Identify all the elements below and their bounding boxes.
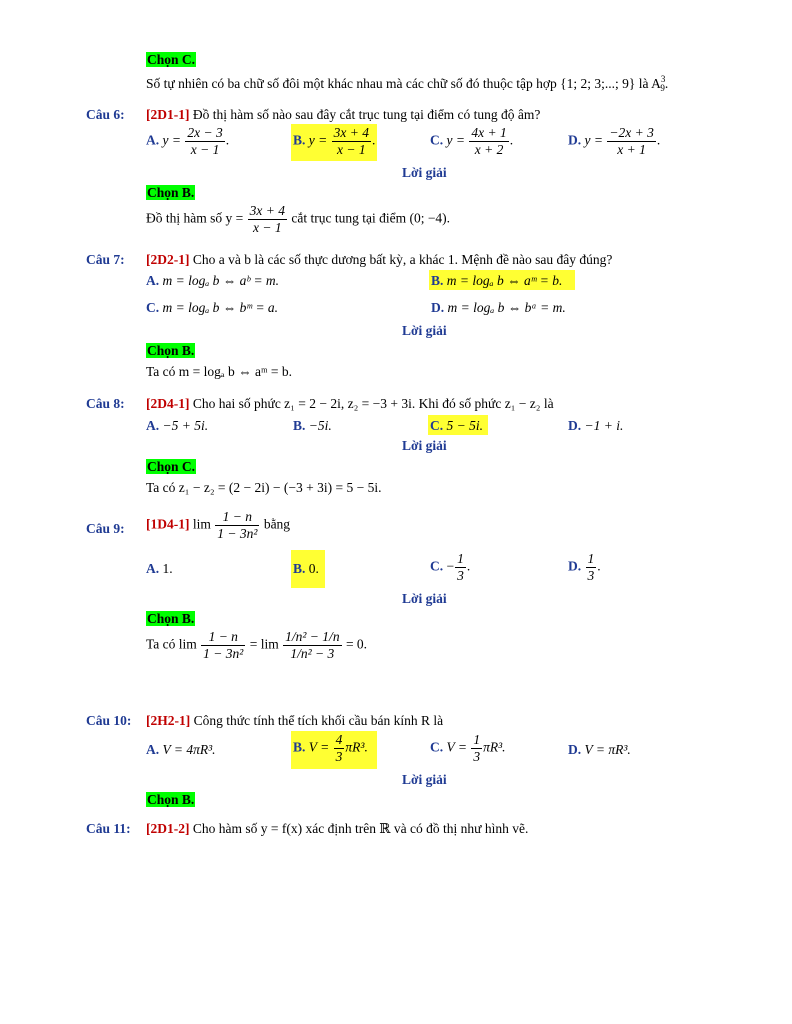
q10-option-b[interactable]: B. V = $\frac{4}{3}$ πR³. [293, 732, 368, 764]
q8-option-b[interactable]: B. −5i. [293, 418, 332, 433]
q8-loi-giai: Lời giải [402, 438, 447, 453]
q9-chon: Chọn B. [147, 611, 195, 626]
q6-option-d[interactable]: D. y = $\frac{-2x + 3}{x + 1}$ . [568, 125, 661, 157]
q10-option-d[interactable]: D. V = πR³. [568, 742, 631, 757]
q7-chon: Chọn B. [147, 343, 195, 358]
q10-option-a[interactable]: A. V = 4πR³. [146, 742, 216, 757]
q7-option-c[interactable]: C. m = logₐ b ⇔ bᵐ = a. [146, 300, 279, 315]
q6-loi-giai: Lời giải [402, 165, 447, 180]
q10-option-c[interactable]: C. V = $\frac{1}{3}$ πR³. [430, 732, 506, 764]
q6-option-c[interactable]: C. y = $\frac{4x + 1}{x + 2}$ . [430, 125, 514, 157]
q8-solution: Ta có z₁ − z₂ = (2 − 2i) − (−3 + 3i) = 5 − 5i. [146, 480, 382, 495]
q6-option-a[interactable]: A. y = $\frac{2x - 3}{x - 1}$ . [146, 125, 230, 157]
q10-number: Câu 10: [86, 713, 132, 728]
q9-option-b[interactable]: B. 0. [293, 561, 319, 576]
q7-option-a[interactable]: A. m = logₐ b ⇔ aᵇ = m. [146, 273, 280, 288]
q7-option-d[interactable]: D. m = logₐ b ⇔ bᵃ = m. [431, 300, 566, 315]
q10-loi-giai: Lời giải [402, 772, 447, 787]
q9-option-c[interactable]: C. − $\frac{1}{3}$ . [430, 551, 471, 583]
q9-option-d[interactable]: D. $\frac{1}{3}$ . [568, 551, 601, 583]
q11-number: Câu 11: [86, 821, 131, 836]
q7-solution: Ta có m = logₐ b ⇔ aᵐ = b. [146, 364, 293, 379]
q9-number: Câu 9: [86, 521, 125, 536]
q9-loi-giai: Lời giải [402, 591, 447, 606]
q6-solution: Đồ thị hàm số y = $\frac{3x + 4}{x - 1}$ cắt trục tung tại điểm (0; −4). [146, 203, 451, 235]
q8-number: Câu 8: [86, 396, 125, 411]
q8-option-a[interactable]: A. −5 + 5i. [146, 418, 209, 433]
q9-solution: Ta có lim $\frac{1 - n}{\text{1 − 3n²}}$ = lim $\frac{\text{1/n² − 1/n}}{\text{1/n² − 3}}$ = 0. [146, 629, 368, 661]
q10-question: [2H2-1] Công thức tính thể tích khối cầu bán kính R là [146, 713, 444, 728]
q10-chon: Chọn B. [147, 792, 195, 807]
intro-line: Số tự nhiên có ba chữ số đôi một khác nhau mà các chữ số đó thuộc tập hợp {1; 2; 3;...; 9} là $A^3_9$. [146, 74, 669, 93]
q8-option-c[interactable]: C. 5 − 5i. [430, 418, 483, 433]
q8-question: [2D4-1] Cho hai số phức z₁ = 2 − 2i, z₂ = −3 + 3i. Khi đó số phức z₁ − z₂ là [146, 396, 554, 411]
q11-question: [2D1-2] Cho hàm số y = f(x) xác định trên ℝ và có đồ thị như hình vẽ. [146, 821, 529, 836]
chon-c-top: Chọn C. [147, 52, 196, 67]
q9-option-a[interactable]: A. 1. [146, 561, 173, 576]
q6-number: Câu 6: [86, 107, 125, 122]
q7-number: Câu 7: [86, 252, 125, 267]
q7-question: [2D2-1] Cho a và b là các số thực dương bất kỳ, a khác 1. Mệnh đề nào sau đây đúng? [146, 252, 613, 267]
q9-question: [1D4-1] lim $\frac{1 - n}{\text{1 − 3n²}}$ bằng [146, 509, 291, 541]
q6-option-b[interactable]: B. y = $\frac{3x + 4}{x - 1}$ . [293, 125, 376, 157]
q6-chon: Chọn B. [147, 185, 195, 200]
q7-loi-giai: Lời giải [402, 323, 447, 338]
q8-chon: Chọn C. [147, 459, 196, 474]
q7-option-b[interactable]: B. m = logₐ b ⇔ aᵐ = b. [431, 273, 563, 288]
q6-question: [2D1-1] Đồ thị hàm số nào sau đây cắt trục tung tại điểm có tung độ âm? [146, 107, 541, 122]
q8-option-d[interactable]: D. −1 + i. [568, 418, 624, 433]
